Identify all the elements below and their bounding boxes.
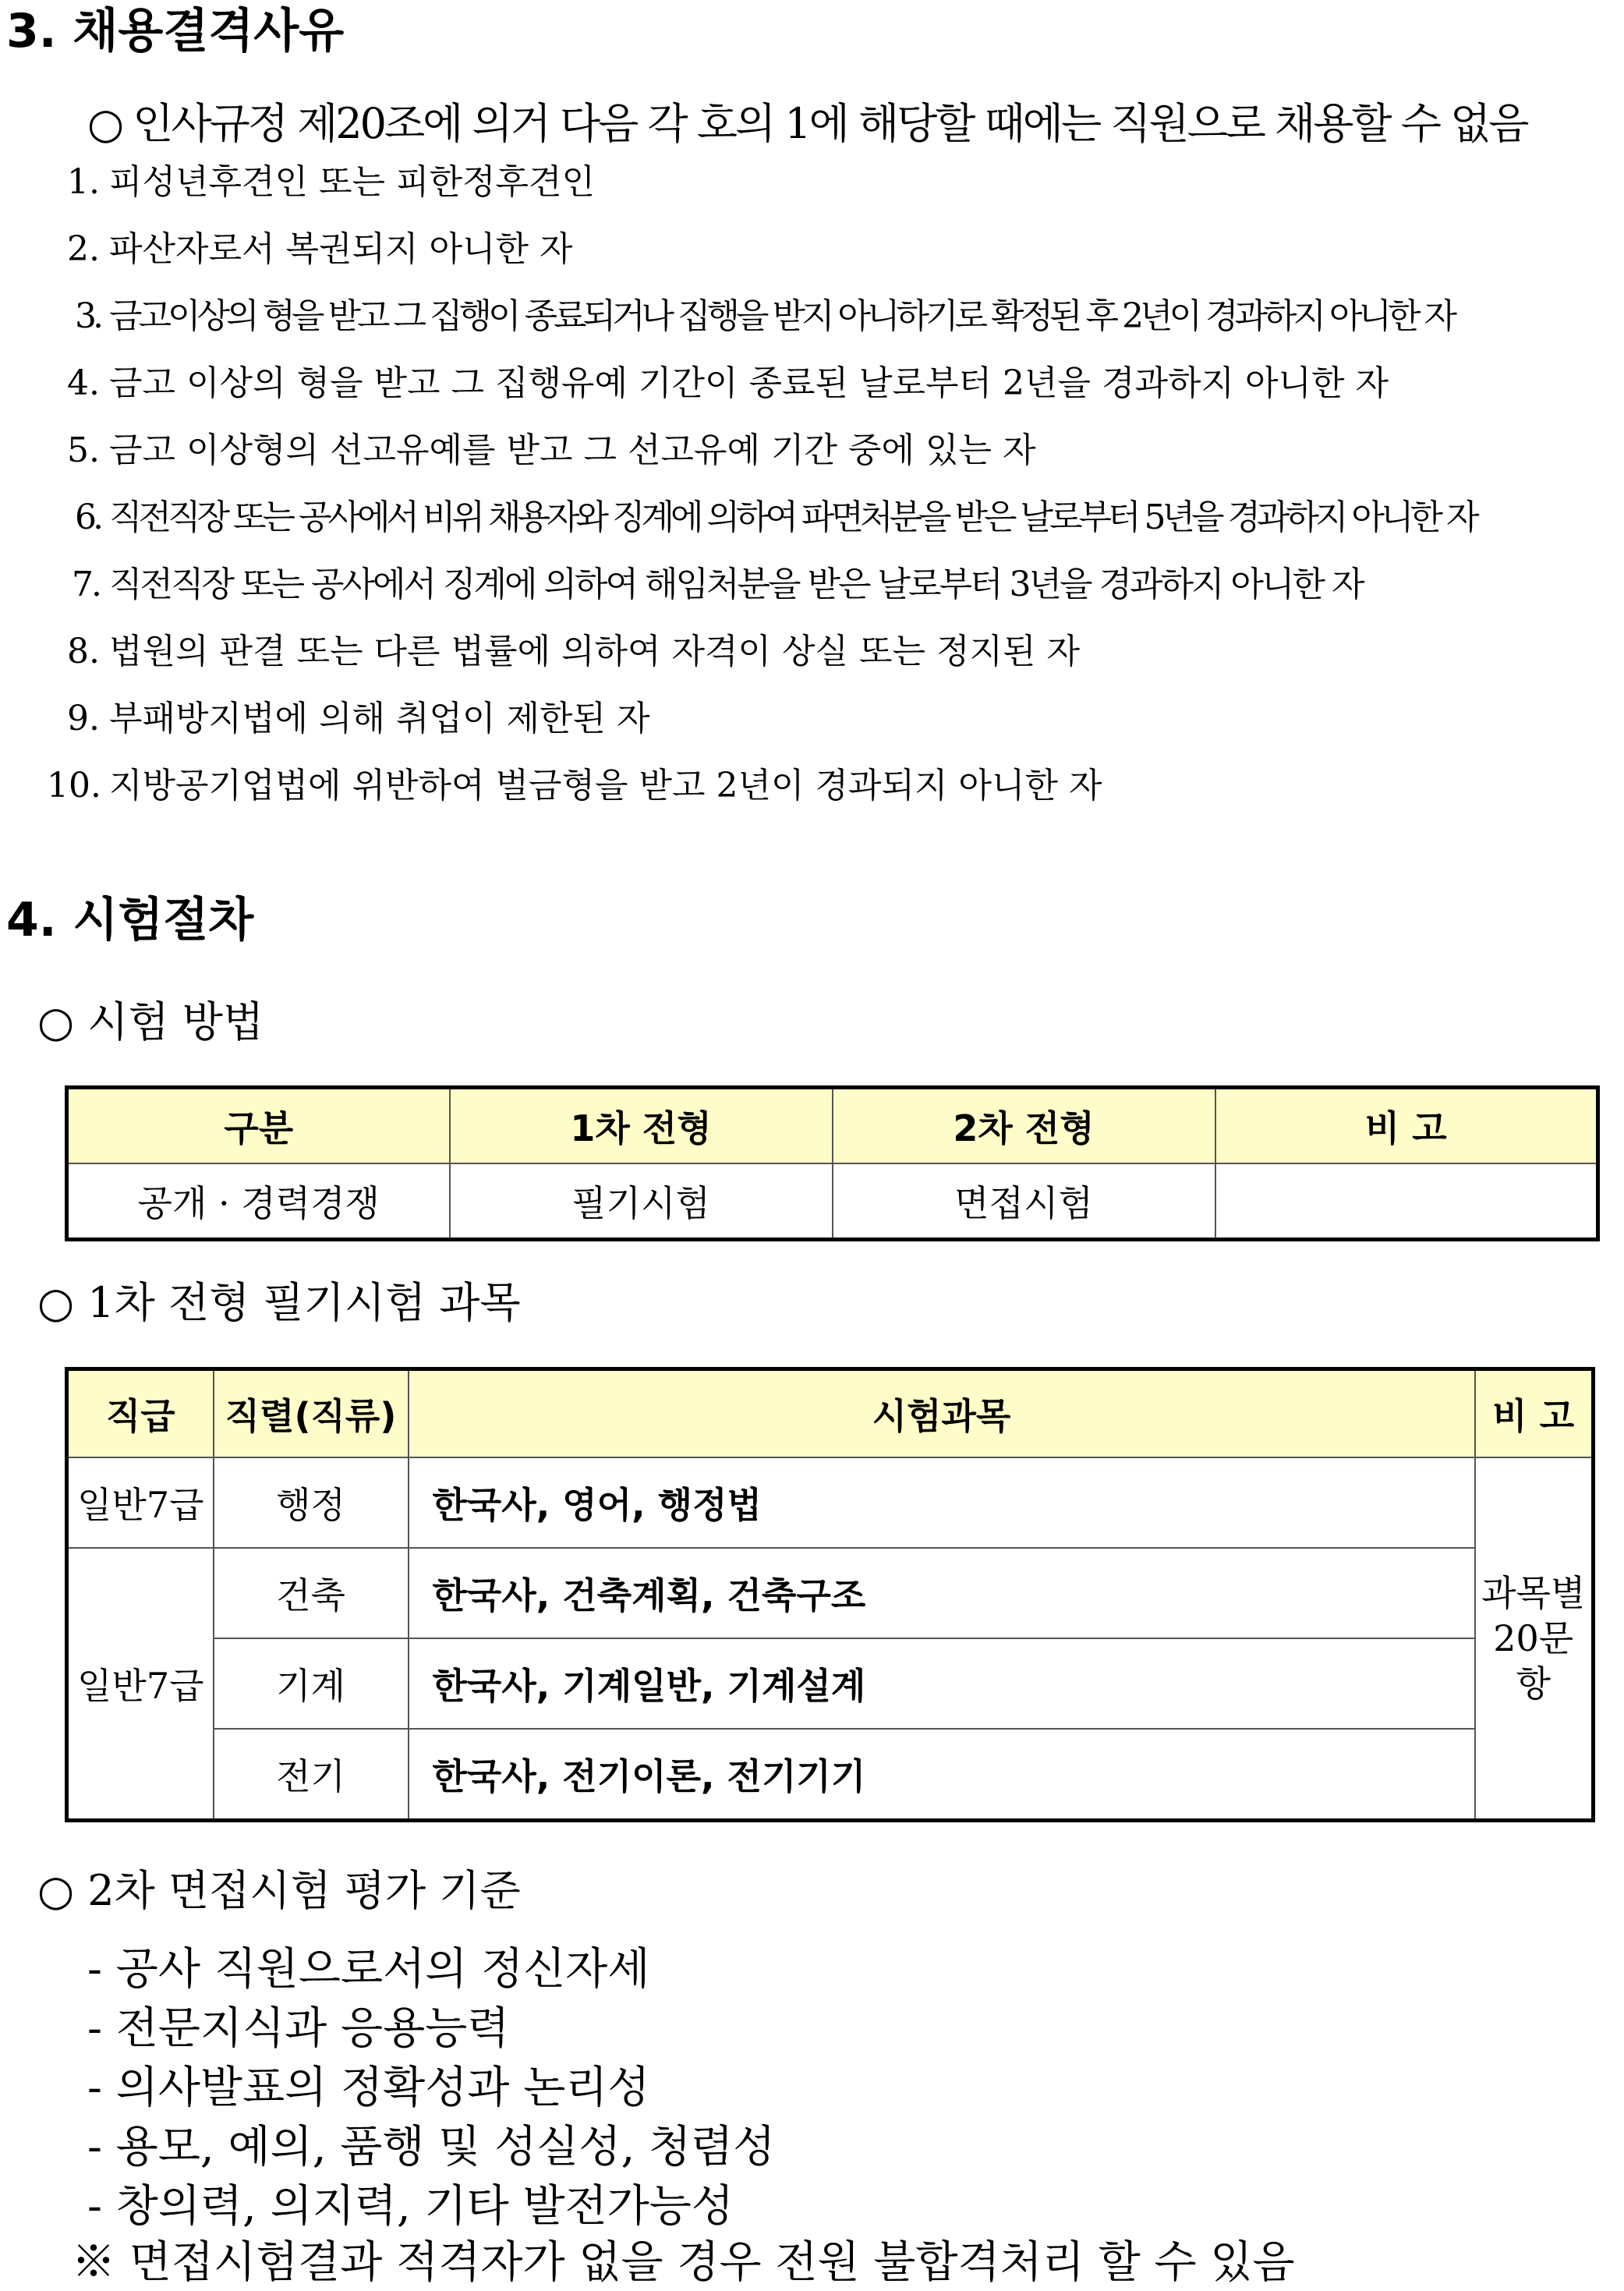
list-item: 2. 파산자로서 복권되지 아니한 자	[67, 229, 573, 269]
table-row	[67, 1729, 1594, 1821]
subjects-cell: 한국사, 건축계획, 건축구조	[409, 1548, 1475, 1638]
table-cell	[1215, 1163, 1598, 1240]
grade-cell: 일반7급	[67, 1457, 214, 1548]
table-row	[67, 1457, 1594, 1548]
section3-intro: ○ 인사규정 제20조에 의거 다음 각 호의 1에 해당할 때에는 직원으로 채용할 수 없음	[87, 99, 1527, 148]
table-row	[67, 1548, 1594, 1638]
series-cell: 행정	[214, 1457, 409, 1548]
list-item: 7. 직전직장 또는 공사에서 징계에 의하여 해임처분을 받은 날로부터 3년을 경과하지 아니한 자	[72, 565, 1363, 604]
subjects-cell: 한국사, 영어, 행정법	[409, 1457, 1475, 1548]
grade-cell: 일반7급	[67, 1548, 214, 1821]
table-header-row	[67, 1369, 1594, 1458]
subjects-cell: 한국사, 기계일반, 기계설계	[409, 1638, 1475, 1729]
list-item: 4. 금고 이상의 형을 받고 그 집행유예 기간이 종료된 날로부터 2년을 경과하지 아니한 자	[67, 363, 1389, 403]
table-header-cell: 비 고	[1475, 1369, 1594, 1458]
list-item: 10. 지방공기업법에 위반하여 벌금형을 받고 2년이 경과되지 아니한 자	[47, 766, 1102, 806]
criteria-item: - 창의력, 의지력, 기타 발전가능성	[87, 2181, 734, 2232]
section3-title: 3. 채용결격사유	[6, 4, 345, 58]
table-cell: 공개 · 경력경쟁	[67, 1163, 450, 1240]
table-header-cell: 2차 전형	[833, 1088, 1215, 1164]
exam-subjects-table	[65, 1367, 1595, 1822]
list-item: 8. 법원의 판결 또는 다른 법률에 의하여 자격이 상실 또는 정지된 자	[67, 632, 1080, 671]
list-item: 6. 직전직장 또는 공사에서 비위 채용자와 징계에 의하여 파면처분을 받은 날로부터 5년을 경과하지 아니한 자	[75, 498, 1476, 537]
table-header-cell: 비 고	[1215, 1088, 1598, 1164]
interview-heading: ○ 2차 면접시험 평가 기준	[37, 1866, 521, 1915]
criteria-item: - 용모, 예의, 품행 및 성실성, 청렴성	[87, 2122, 776, 2172]
section4-title: 4. 시험절차	[6, 893, 254, 947]
subjects-cell: 한국사, 전기이론, 전기기기	[409, 1729, 1475, 1821]
table-cell: 필기시험	[450, 1163, 833, 1240]
series-cell: 기계	[214, 1638, 409, 1729]
table-cell: 면접시험	[833, 1163, 1215, 1240]
table-header-cell: 직렬(직류)	[214, 1369, 409, 1458]
note-cell: 과목별 20문항	[1475, 1457, 1594, 1821]
footnote: ※ 면접시험결과 적격자가 없을 경우 전원 불합격처리 할 수 있음	[72, 2237, 1295, 2288]
table-header-cell: 구분	[67, 1088, 450, 1164]
table-row	[67, 1163, 1598, 1240]
list-item: 5. 금고 이상형의 선고유예를 받고 그 선고유예 기간 중에 있는 자	[67, 430, 1036, 470]
subjects-heading: ○ 1차 전형 필기시험 과목	[37, 1278, 521, 1327]
table-header-row	[67, 1088, 1598, 1164]
table-header-cell: 시험과목	[409, 1369, 1475, 1458]
method-heading: ○ 시험 방법	[37, 997, 264, 1046]
criteria-item: - 공사 직원으로서의 정신자세	[87, 1944, 650, 1995]
criteria-item: - 전문지식과 응용능력	[87, 2003, 510, 2054]
list-item: 1. 피성년후견인 또는 피한정후견인	[67, 162, 596, 202]
table-header-cell: 1차 전형	[450, 1088, 833, 1164]
list-item: 9. 부패방지법에 의해 취업이 제한된 자	[67, 699, 650, 738]
table-row	[67, 1638, 1594, 1729]
table-header-cell: 직급	[67, 1369, 214, 1458]
series-cell: 전기	[214, 1729, 409, 1821]
exam-method-table	[65, 1085, 1600, 1241]
criteria-item: - 의사발표의 정확성과 논리성	[87, 2063, 650, 2113]
list-item: 3. 금고이상의 형을 받고 그 집행이 종료되거나 집행을 받지 아니하기로 확정된 후 2년이 경과하지 아니한 자	[75, 296, 1453, 336]
series-cell: 건축	[214, 1548, 409, 1638]
